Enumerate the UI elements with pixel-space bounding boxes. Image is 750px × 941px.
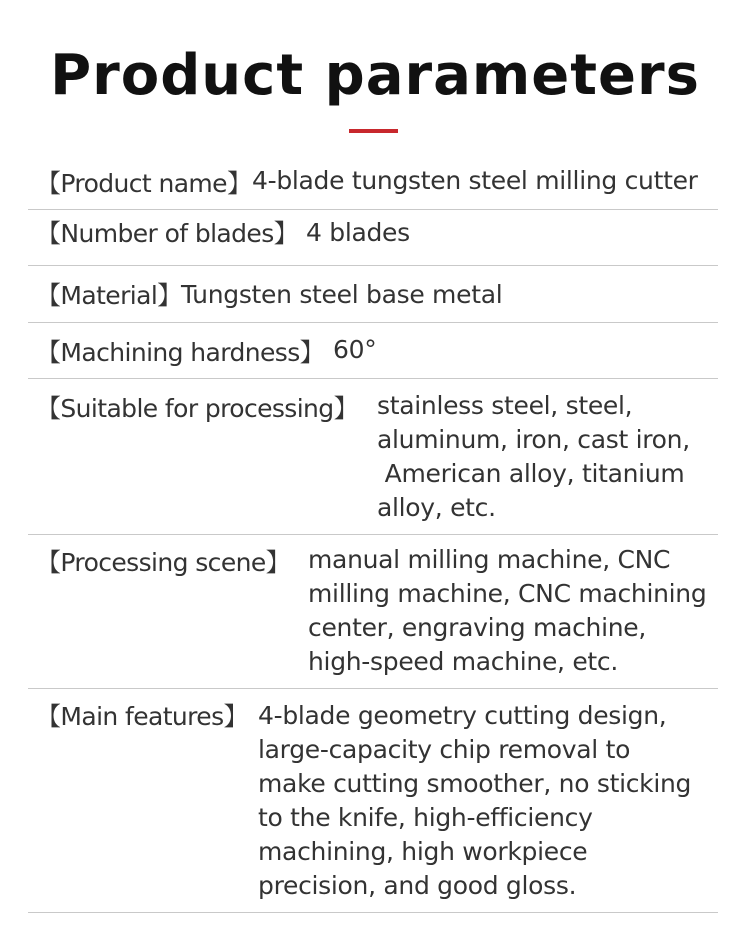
param-label: 【Number of blades】 <box>36 219 299 248</box>
title-accent-line <box>349 129 398 133</box>
param-row-suitable-for-processing <box>28 379 718 535</box>
param-value-line: Tungsten steel base metal <box>181 280 503 309</box>
param-value <box>252 164 698 198</box>
page-title: Product parameters <box>50 43 700 108</box>
param-value-line: make cutting smoother, no sticking <box>258 769 692 798</box>
param-value <box>377 389 690 525</box>
param-label: 【Product name】 <box>36 169 252 198</box>
param-value <box>308 543 706 679</box>
param-label: 【Material】 <box>36 281 182 310</box>
param-value-line: stainless steel, steel, <box>377 391 633 420</box>
param-value-line: center, engraving machine, <box>308 613 647 642</box>
param-value-line: 4 blades <box>306 218 410 247</box>
param-value-line: large-capacity chip removal to <box>258 735 631 764</box>
param-label: 【Main features】 <box>36 702 248 731</box>
param-value-line: 60° <box>333 335 377 364</box>
param-label: 【Machining hardness】 <box>36 338 325 367</box>
param-value <box>333 333 376 367</box>
param-value-line: manual milling machine, CNC <box>308 545 671 574</box>
param-value-line: machining, high workpiece <box>258 837 588 866</box>
param-row-machining-hardness <box>28 323 718 379</box>
param-row-main-features <box>28 689 718 913</box>
param-value-line: high-speed machine, etc. <box>308 647 618 676</box>
param-row-product-name <box>28 160 718 210</box>
param-value-line: milling machine, CNC machining <box>308 579 707 608</box>
param-row-material <box>28 266 718 323</box>
param-value-line: American alloy, titanium <box>377 459 685 488</box>
param-label: 【Suitable for processing】 <box>36 394 358 423</box>
param-row-number-of-blades <box>28 210 718 266</box>
param-value-line: precision, and good gloss. <box>258 871 577 900</box>
param-value-line: to the knife, high-efficiency <box>258 803 593 832</box>
param-value-line: 4-blade tungsten steel milling cutter <box>252 166 698 195</box>
param-value-line: alloy, etc. <box>377 493 496 522</box>
param-value-line: 4-blade geometry cutting design, <box>258 701 667 730</box>
param-value <box>306 216 410 250</box>
param-value-line: aluminum, iron, cast iron, <box>377 425 690 454</box>
param-label: 【Processing scene】 <box>36 548 291 577</box>
param-row-processing-scene <box>28 535 718 689</box>
param-value <box>258 699 691 903</box>
param-value <box>181 278 502 312</box>
